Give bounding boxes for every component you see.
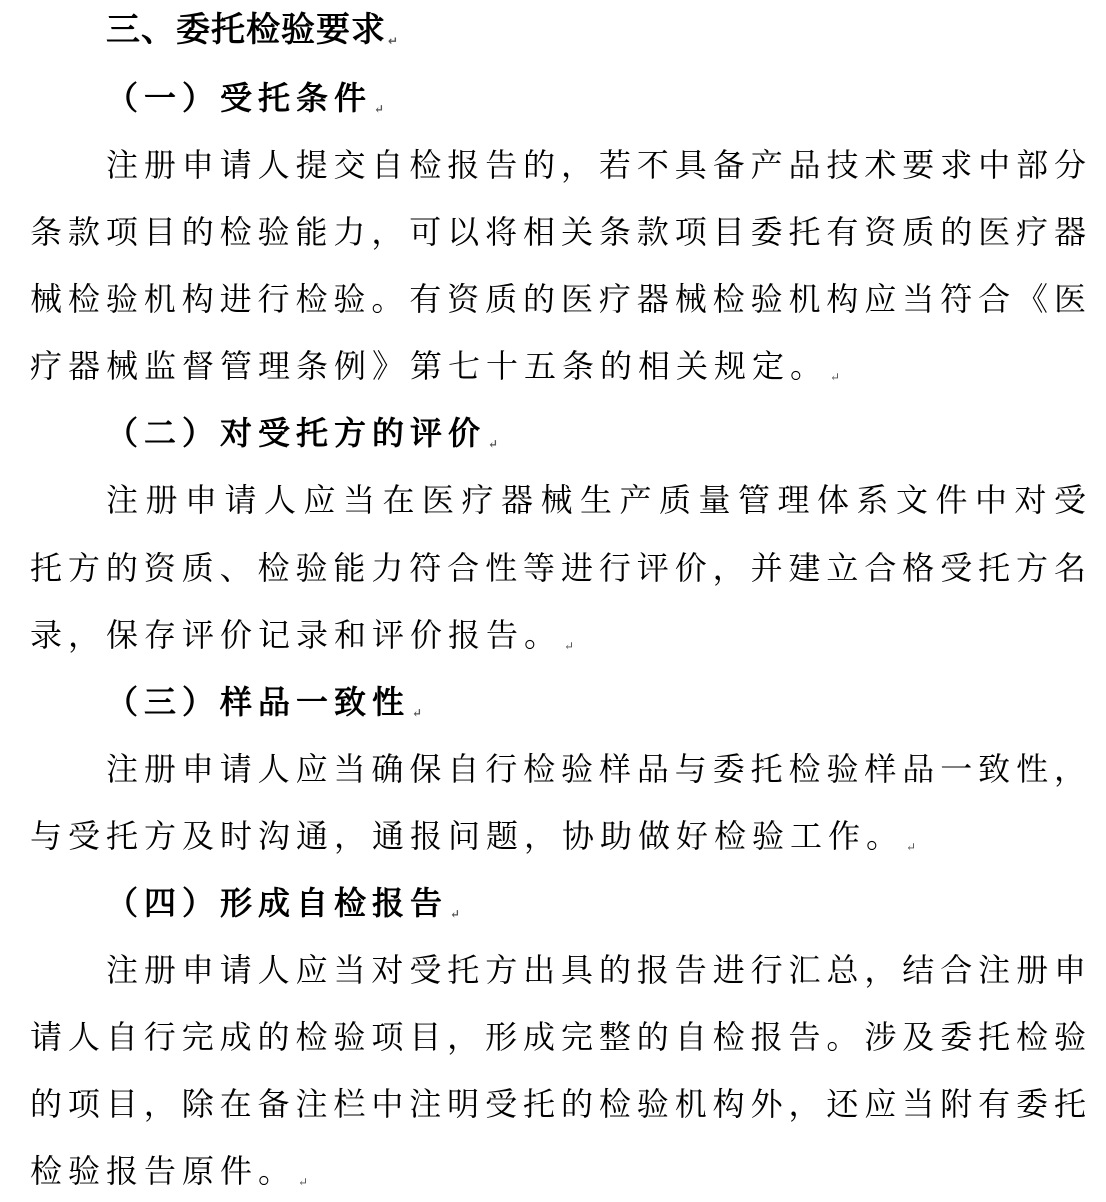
paragraph-mark-icon: ↵ xyxy=(374,102,385,116)
subsection-heading-3: （三）样品一致性 ↵ xyxy=(106,683,423,721)
paragraph-line: 注册申请人应当在医疗器械生产质量管理体系文件中对受 xyxy=(106,481,1086,519)
paragraph-mark-icon: ↵ xyxy=(412,706,423,720)
paragraph-line: 检验报告原件。 ↵ xyxy=(30,1152,309,1190)
section-title: 三、委托检验要求 ↵ xyxy=(106,10,399,50)
paragraph-line: 托方的资质、检验能力符合性等进行评价，并建立合格受托方名 xyxy=(30,549,1086,587)
paragraph-line: 的项目，除在备注栏中注明受托的检验机构外，还应当附有委托 xyxy=(30,1085,1086,1123)
paragraph-line: 条款项目的检验能力，可以将相关条款项目委托有资质的医疗器 xyxy=(30,213,1086,251)
paragraph-mark-icon: ↵ xyxy=(830,370,841,384)
paragraph-line: 注册申请人提交自检报告的，若不具备产品技术要求中部分 xyxy=(106,146,1086,184)
paragraph-mark-icon: ↵ xyxy=(298,1175,309,1189)
paragraph-line: 注册申请人应当对受托方出具的报告进行汇总，结合注册申 xyxy=(106,951,1086,989)
paragraph-line: 请人自行完成的检验项目，形成完整的自检报告。涉及委托检验 xyxy=(30,1018,1086,1056)
paragraph-line: 注册申请人应当确保自行检验样品与委托检验样品一致性， xyxy=(106,750,1086,788)
paragraph-mark-icon: ↵ xyxy=(388,34,399,48)
paragraph-line: 械检验机构进行检验。有资质的医疗器械检验机构应当符合《医 xyxy=(30,280,1086,318)
subsection-heading-2: （二）对受托方的评价 ↵ xyxy=(106,414,499,452)
paragraph-line: 疗器械监督管理条例》第七十五条的相关规定。 ↵ xyxy=(30,347,841,385)
subsection-heading-1: （一）受托条件 ↵ xyxy=(106,79,385,117)
paragraph-mark-icon: ↵ xyxy=(906,840,917,854)
paragraph-mark-icon: ↵ xyxy=(488,437,499,451)
paragraph-line: 与受托方及时沟通，通报问题，协助做好检验工作。 ↵ xyxy=(30,817,917,855)
subsection-heading-4: （四）形成自检报告 ↵ xyxy=(106,884,461,922)
paragraph-mark-icon: ↵ xyxy=(450,907,461,921)
paragraph-mark-icon: ↵ xyxy=(564,639,575,653)
paragraph-line: 录，保存评价记录和评价报告。 ↵ xyxy=(30,616,575,654)
